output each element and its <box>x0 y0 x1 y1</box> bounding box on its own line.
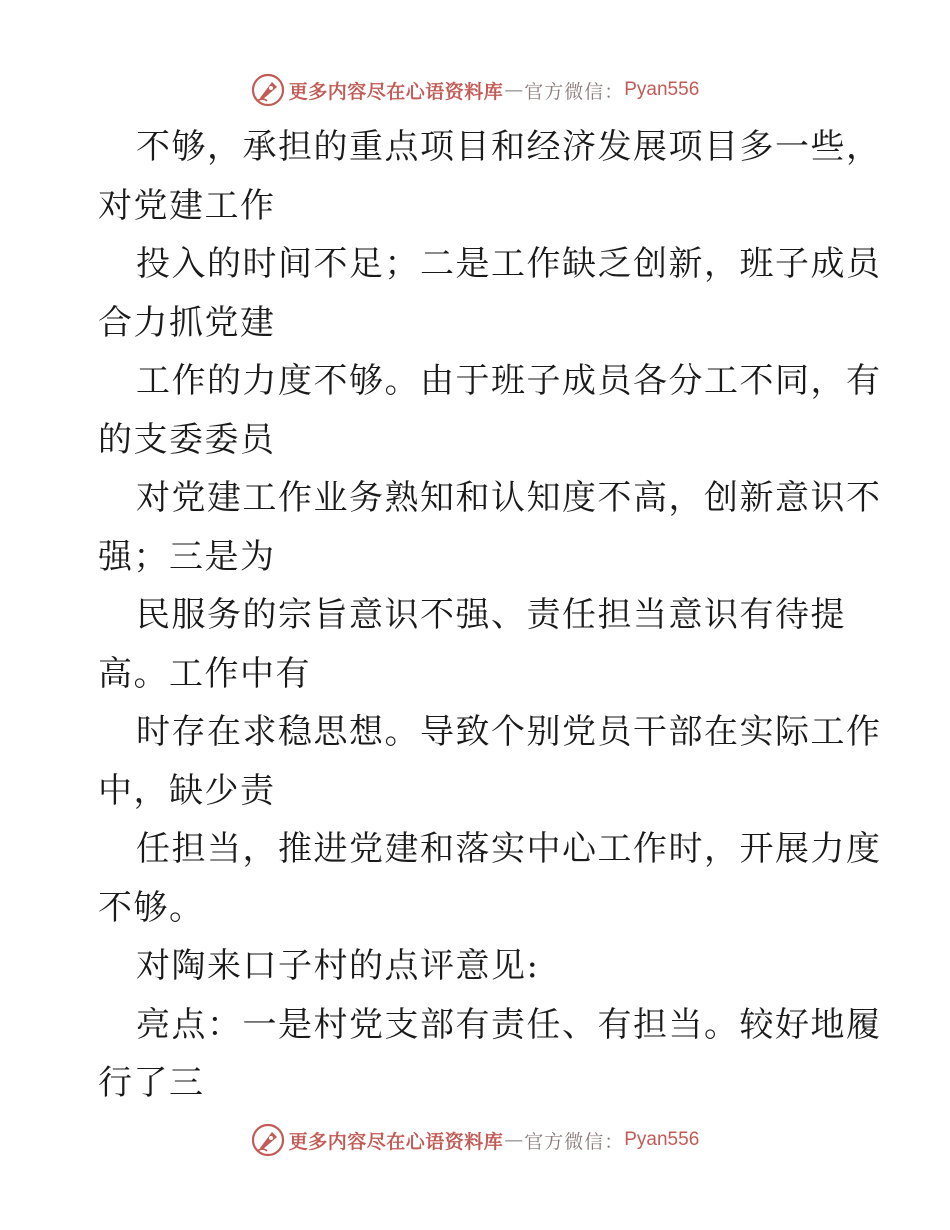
text-line: 行了三 <box>98 1063 205 1103</box>
text-line: 任担当，推进党建和落实中心工作时，开展力度 <box>136 829 882 869</box>
text-line: 民服务的宗旨意识不强、责任担当意识有待提 <box>136 595 846 635</box>
banner-wechat-label: 官方微信： <box>524 1130 625 1153</box>
banner-dash: — <box>504 1129 524 1151</box>
banner-wechat-label: 官方微信： <box>524 80 625 103</box>
text-line: 中，缺少责 <box>98 770 276 811</box>
text-line: 高。工作中有 <box>98 653 311 694</box>
header-banner <box>0 70 950 110</box>
text-line: 对党建工作 <box>98 185 276 226</box>
banner-wechat-id: Pyan556 <box>624 79 700 100</box>
text-line: 的支委委员 <box>98 419 276 460</box>
document-body <box>98 118 882 1113</box>
banner-dash: — <box>504 79 524 101</box>
text-line: 工作的力度不够。由于班子成员各分工不同，有 <box>136 361 882 401</box>
banner-site-name: 更多内容尽在心语资料库 <box>288 80 504 103</box>
banner-site-name: 更多内容尽在心语资料库 <box>288 1130 504 1153</box>
text-line: 对党建工作业务熟知和认知度不高，创新意识不 <box>136 478 882 518</box>
text-line: 时存在求稳思想。导致个别党员干部在实际工作 <box>136 712 882 752</box>
pen-nib-circle-icon <box>251 73 285 107</box>
pen-nib-circle-icon <box>251 1123 285 1157</box>
text-line: 投入的时间不足；二是工作缺乏创新，班子成员 <box>136 244 882 284</box>
text-line: 不够。 <box>98 887 205 928</box>
text-line: 对陶来口子村的点评意见: <box>136 946 540 986</box>
text-line: 亮点：一是村党支部有责任、有担当。较好地履 <box>136 1004 882 1045</box>
footer-banner <box>0 1120 950 1160</box>
text-line: 合力抓党建 <box>98 302 276 343</box>
banner-wechat-id: Pyan556 <box>624 1129 700 1150</box>
text-line: 不够，承担的重点项目和经济发展项目多一些， <box>136 127 882 167</box>
text-line: 强；三是为 <box>98 536 276 577</box>
